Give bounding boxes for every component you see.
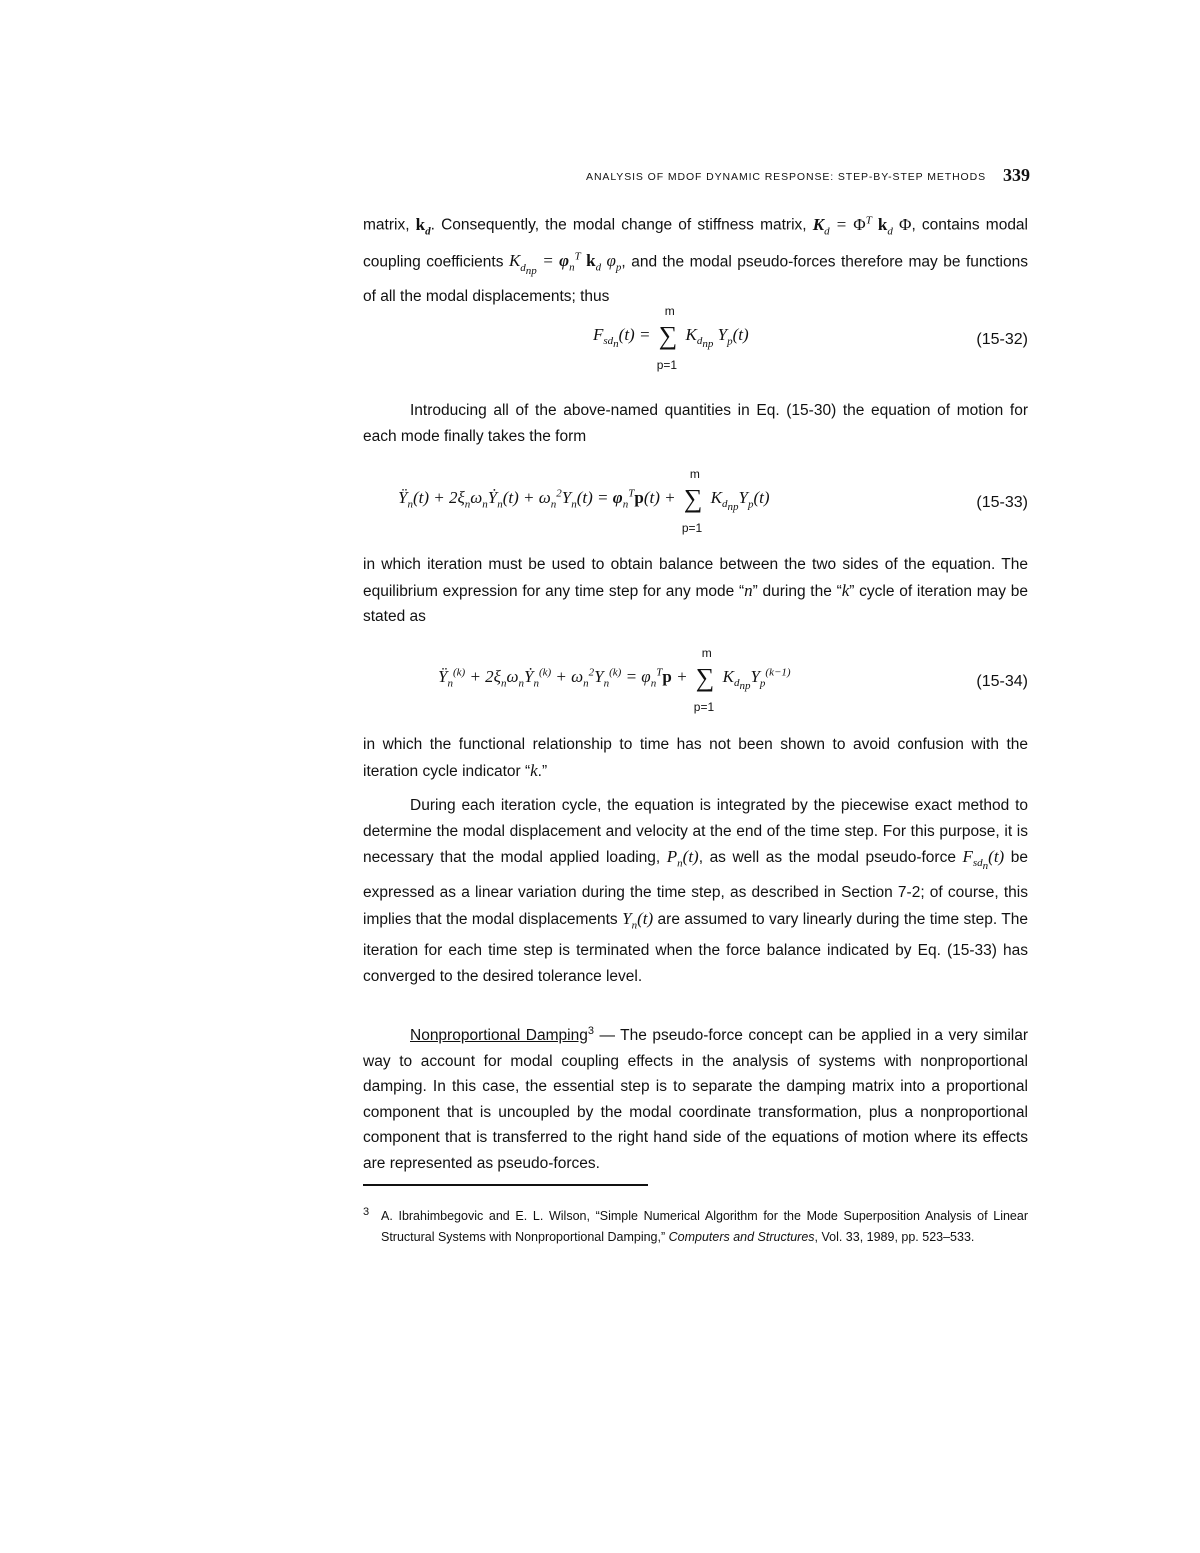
paragraph-iteration: in which iteration must be used to obtain balance between the two sides of the equation. The equilibrium expression for any time step for any mode “n” during the “k” cycle of iteration may be stated as	[363, 556, 1028, 625]
footnote-reference[interactable]: 3	[587, 1025, 594, 1037]
equation-number: (15-33)	[976, 494, 1028, 511]
footnote-divider	[363, 1184, 648, 1186]
summation-symbol: ∑ m p=1	[693, 646, 715, 714]
math-Fsdn: $F_{sd_n}(t)$	[962, 847, 1005, 873]
equation-body: $F_{sd_n}(t)$ = ∑ m p=1 $K_{d_{np}}$ $Y_p(t)$	[593, 304, 749, 372]
equation-number: (15-32)	[976, 331, 1028, 348]
journal-name: Computers and Structures	[668, 1230, 815, 1244]
paragraph-functional: in which the functional relationship to time has not been shown to avoid confusion with the iteration cycle indicator “k.”	[363, 736, 1028, 780]
equation-15-34	[363, 646, 1028, 715]
math-kd: $k_d$	[415, 214, 431, 238]
equation-15-32	[363, 304, 1028, 373]
math-Pn: $P_n(t)$	[666, 847, 699, 870]
footnote	[363, 1206, 1028, 1248]
math-Kd-definition: $K_d = \Phi^T$ $k_d$ Φ	[812, 214, 912, 238]
equation-body: $Ÿ_n^{(k)}$ + $2\xi_n\omega_nẎ_n^{(k)} + \omega_n^2Y_n^{(k)} = \varphi_n^Tp$ + ∑ m p=1 $K_{d_{np}}Y_p^{(k-1)}$	[438, 646, 791, 714]
equation-number: (15-34)	[976, 673, 1028, 690]
summation-symbol: ∑ m p=1	[681, 467, 703, 535]
section-heading: Nonproportional Damping	[410, 1027, 588, 1045]
running-head: ANALYSIS OF MDOF DYNAMIC RESPONSE: STEP-BY-STEP METHODS	[586, 171, 986, 183]
summation-symbol: ∑ m p=1	[656, 304, 678, 372]
page-number: 339	[1003, 165, 1030, 185]
paragraph-during-iteration: During each iteration cycle, the equation is integrated by the piecewise exact method to determine the modal displacement and velocity at the end of the time step. For this purpose, it is necessary that the modal applied loading, $P_n(t)$, as well as the modal pseudo-force $F_{sd_n}(t)$ be expressed as a linear variation during the time step, as described in Section 7-2; of course, this implies that the modal displacements $Y_n(t)$ are assumed to vary linearly during the time step. The iteration for each time step is terminated when the force balance indicated by Eq. (15-33) has converged to the desired tolerance level.	[363, 797, 1028, 985]
footnote-mark: 3	[363, 1206, 370, 1218]
paragraph-nonproportional-damping: Nonproportional Damping$^3$ — The pseudo-force concept can be applied in a very similar way to account for modal coupling effects in the analysis of systems with nonproportional damping. In this case, the essential step is to separate the damping matrix into a proportional component that is uncoupled by the modal coordinate transformation, plus a nonproportional component that is transferred to the right hand side of the equations of motion where its effects are represented as pseudo-forces.	[363, 1025, 1028, 1172]
page-header	[560, 165, 1030, 189]
paragraph-stiffness: matrix, $k_d$. Consequently, the modal change of stiffness matrix, $K_d = \Phi^T$ $k_d$ Φ, contains modal coupling coefficients $K_{d_{np}} = \varphi_n^T$ $k_d$ $\varphi_p$, and the modal pseudo-forces therefore may be functions of all the modal displacements; thus	[363, 214, 1029, 306]
equation-body: $Ÿ_n(t)$ + $2\xi_n\omega_nẎ_n(t) + \omega_n^2Y_n(t) = \varphi_n^Tp(t)$ + ∑ m p=1 $K_{d_{np}}Y_p(t)$	[398, 467, 770, 535]
math-Kd-coupling: $K_{d_{np}} = \varphi_n^T$ $k_d$ $\varphi_p$	[508, 250, 622, 277]
math-Yn: $Y_n(t)$	[622, 908, 654, 931]
footnote-text: A. Ibrahimbegovic and E. L. Wilson, “Simple Numerical Algorithm for the Mode Superposition Analysis of Linear Structural Systems with Nonproportional Damping,” Computers and Structures, Vol. 33, 1989, pp. 523–533.	[381, 1209, 1028, 1244]
paragraph-introducing: Introducing all of the above-named quantities in Eq. (15-30) the equation of motion for each mode finally takes the form	[363, 402, 1028, 445]
equation-15-33	[363, 467, 1028, 536]
